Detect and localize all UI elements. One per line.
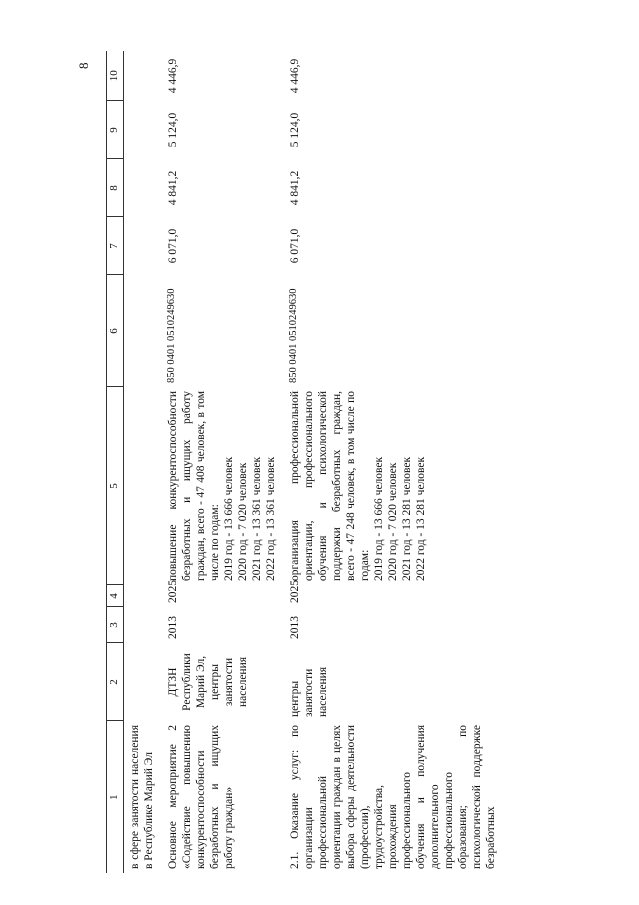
column-header-7: 7 [107, 217, 124, 275]
result-year-line: 2019 год - 13 666 человек [223, 456, 236, 581]
page-number: 8 [76, 62, 91, 69]
cell-start-year [124, 607, 163, 643]
cell-executor [124, 643, 163, 721]
cell-value-10 [124, 51, 163, 101]
cell-result [124, 387, 163, 585]
cell-result [162, 387, 284, 585]
cell-value-9: 5 124,0 [289, 112, 302, 148]
cell-activity: 2.1. Оказание услуг: по организации профессиональной ориентации граждан в целях выбора сферы деятельности (профессии), трудоустройства, прохождения профессионального обучения и получения дополнительного профессионального образования; по психологической поддержке безработных [289, 725, 498, 869]
result-year-line: 2021 год - 13 281 человек [401, 456, 414, 581]
table-row [284, 51, 504, 873]
cell-executor: ДТЗН Республики Марий Эл, центры занятости населения [167, 653, 250, 711]
result-text: повышение конкурентоспособности безработных и ищущих работу граждан, всего - 47 408 человек, в том числе по годам: [167, 391, 222, 581]
cell-value-10: 4 446,9 [289, 58, 302, 94]
cell-value-7: 6 071,0 [289, 228, 302, 264]
cell-value-8 [124, 159, 163, 217]
cell-start-year: 2013 [167, 616, 180, 639]
column-header-4: 4 [107, 585, 124, 607]
cell-end-year: 2025 [167, 580, 180, 603]
cell-activity: Основное мероприятие 2 «Содействие повышению конкурентоспособности безработных и ищущих работу граждан» [167, 725, 236, 869]
cell-budget-code: 850 0401 0510249630 [288, 288, 300, 383]
column-header-5: 5 [107, 387, 124, 585]
cell-value-8: 4 841,2 [289, 170, 302, 206]
result-years [222, 391, 278, 581]
column-header-3: 3 [107, 607, 124, 643]
cell-value-7: 6 071,0 [167, 228, 180, 264]
result-years [372, 391, 428, 581]
column-header-10: 10 [107, 51, 124, 101]
cell-result [284, 387, 504, 585]
header-row [107, 51, 124, 873]
cell-value-9: 5 124,0 [167, 112, 180, 148]
cell-executor: центры занятости населения [289, 666, 330, 717]
column-header-1: 1 [107, 721, 124, 873]
result-text: организация профессиональной ориентации, профессионального обучения и психологической поддержки безработных граждан, всего - 47 248 человек, в том числе по годам: [289, 391, 372, 581]
cell-value-8: 4 841,2 [167, 170, 180, 206]
result-year-line: 2022 год - 13 281 человек [415, 456, 428, 581]
cell-budget-code: 850 0401 0510249630 [166, 288, 178, 383]
cell-value-10: 4 446,9 [167, 58, 180, 94]
result-year-line: 2022 год - 13 361 человек [265, 456, 278, 581]
cell-end-year [124, 585, 163, 607]
cell-value-7 [124, 217, 163, 275]
table-row [124, 51, 163, 873]
cell-end-year: 2025 [289, 580, 302, 603]
cell-start-year: 2013 [289, 616, 302, 639]
result-year-line: 2021 год - 13 361 человек [251, 456, 264, 581]
result-year-line: 2020 год - 7 020 человек [387, 462, 400, 581]
cell-budget-code [124, 275, 163, 387]
column-header-9: 9 [107, 101, 124, 159]
table-row [162, 51, 284, 873]
column-header-8: 8 [107, 159, 124, 217]
result-year-line: 2020 год - 7 020 человек [237, 462, 250, 581]
cell-activity: в сфере занятости населения в Республике Марий Эл [129, 725, 156, 869]
column-header-2: 2 [107, 643, 124, 721]
column-header-6: 6 [107, 275, 124, 387]
program-table [106, 51, 504, 873]
result-year-line: 2019 год - 13 666 человек [373, 456, 386, 581]
cell-value-9 [124, 101, 163, 159]
